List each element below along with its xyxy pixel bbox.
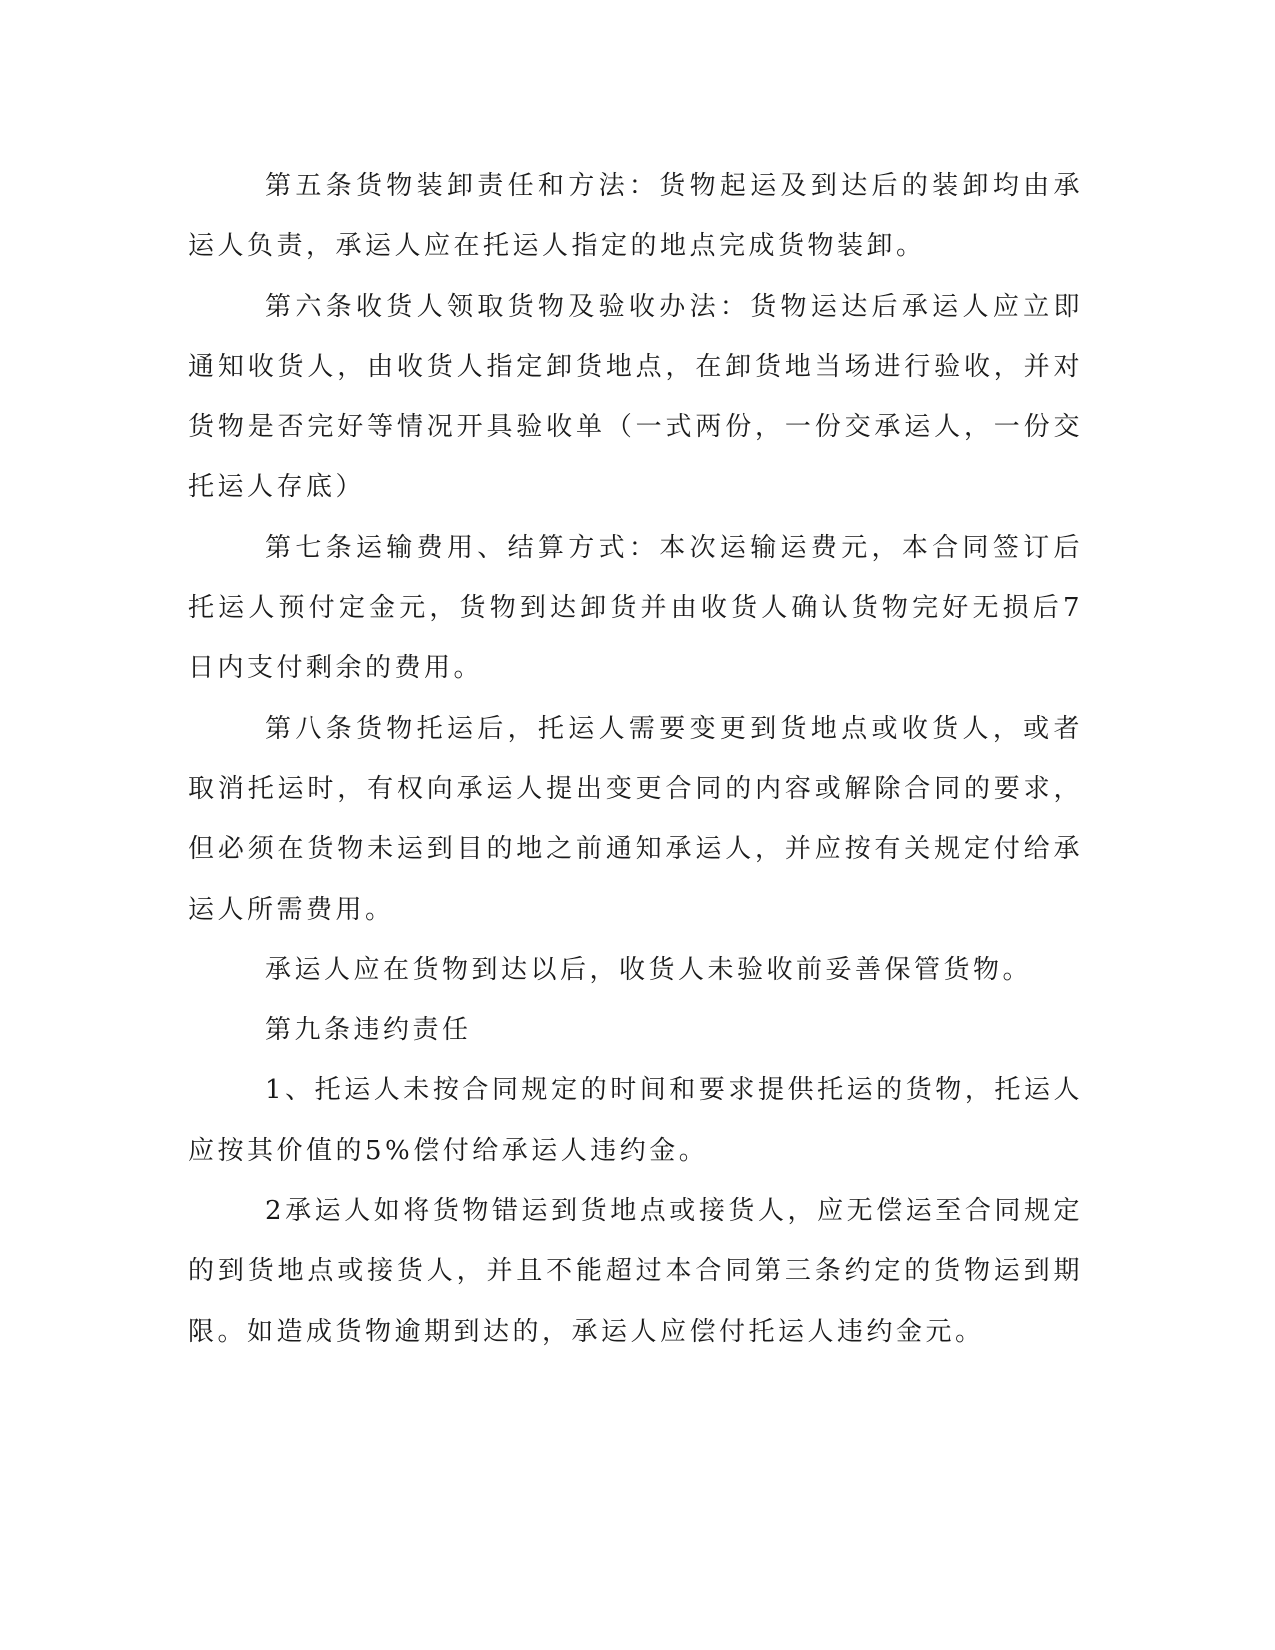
paragraph-article-5: 第五条货物装卸责任和方法：货物起运及到达后的装卸均由承运人负责，承运人应在托运人指定的地点完成货物装卸。 [188, 171, 1083, 262]
paragraph-breach-item-1: 1、托运人未按合同规定的时间和要求提供托运的货物，托运人应按其价值的5%偿付给承运人违约金。 [188, 1075, 1083, 1166]
paragraph-breach-item-2: 2承运人如将货物错运到货地点或接货人，应无偿运至合同规定的到货地点或接货人，并且不能超过本合同第三条约定的货物运到期限。如造成货物逾期到达的，承运人应偿付托运人违约金元。 [188, 1196, 1083, 1347]
paragraph-article-6: 第六条收货人领取货物及验收办法：货物运达后承运人应立即通知收货人，由收货人指定卸货地点，在卸货地当场进行验收，并对货物是否完好等情况开具验收单（一式两份，一份交承运人，一份交托运人存底） [188, 291, 1083, 503]
paragraph-carrier-custody: 承运人应在货物到达以后，收货人未验收前妥善保管货物。 [265, 954, 1033, 985]
document-body [188, 156, 1083, 1362]
paragraph-article-7: 第七条运输费用、结算方式：本次运输运费元，本合同签订后托运人预付定金元，货物到达卸货并由收货人确认货物完好无损后7日内支付剩余的费用。 [188, 532, 1083, 684]
paragraph-article-9-heading: 第九条违约责任 [265, 1015, 472, 1046]
paragraph-article-8: 第八条货物托运后，托运人需要变更到货地点或收货人，或者取消托运时，有权向承运人提出变更合同的内容或解除合同的要求，但必须在货物未运到目的地之前通知承运人，并应按有关规定付给承运人所需费用。 [188, 713, 1083, 925]
